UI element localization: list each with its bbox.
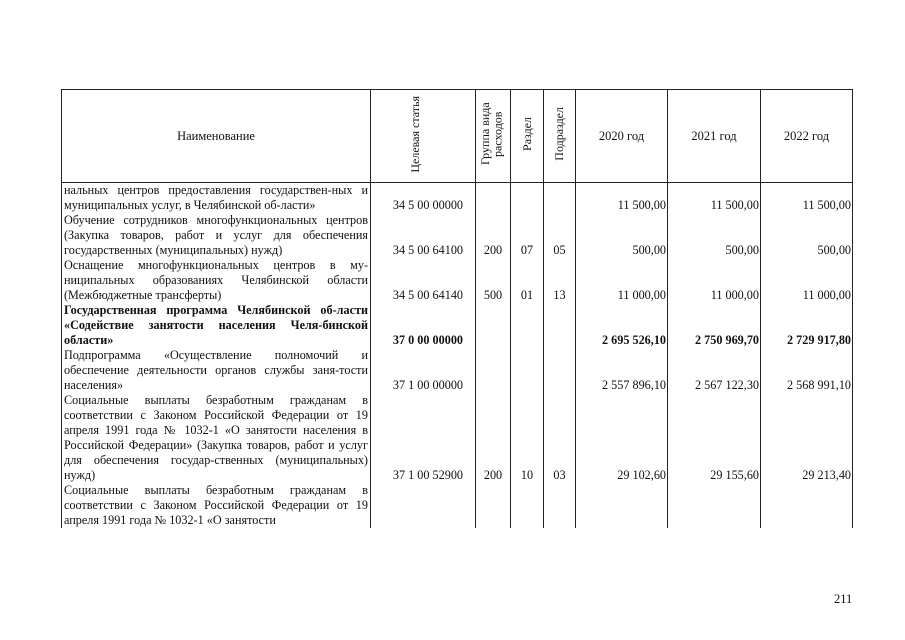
cell-y2022: 500,00 [761, 213, 853, 258]
header-group: Группа вида расходов [476, 90, 511, 183]
budget-table [61, 89, 853, 528]
cell-y2021: 500,00 [668, 213, 761, 258]
cell-name: Оснащение многофункциональных центров в му-ниципальных образованиях Челябинской области (Межбюджетные трансферты) [62, 258, 371, 303]
header-year-2022: 2022 год [761, 90, 853, 183]
header-code: Целевая статья [371, 90, 476, 183]
cell-group: 200 [476, 393, 511, 483]
cell-section [511, 183, 544, 214]
cell-name: Государственная программа Челябинской об-ласти «Содействие занятости населения Челя-бинской области» [62, 303, 371, 348]
cell-subsection: 13 [544, 258, 576, 303]
cell-name: Социальные выплаты безработным гражданам в соответствии с Законом Российской Федерации от 19 апреля 1991 года № 1032-1 «О занятости [62, 483, 371, 528]
cell-name: Подпрограмма «Осуществление полномочий и обеспечение деятельности органов службы заня-тости населения» [62, 348, 371, 393]
cell-group [476, 348, 511, 393]
cell-subsection [544, 303, 576, 348]
cell-y2021: 11 500,00 [668, 183, 761, 214]
header-section: Раздел [511, 90, 544, 183]
cell-subsection: 03 [544, 393, 576, 483]
cell-subsection [544, 483, 576, 528]
table-row [62, 183, 853, 214]
cell-y2020 [576, 483, 668, 528]
cell-group: 200 [476, 213, 511, 258]
table-row [62, 303, 853, 348]
cell-y2020: 11 000,00 [576, 258, 668, 303]
table-header-row [62, 90, 853, 183]
cell-name: Обучение сотрудников многофункциональных центров (Закупка товаров, работ и услуг для обеспечения государственных (муниципальных) нужд) [62, 213, 371, 258]
cell-group [476, 483, 511, 528]
table-body [62, 183, 853, 529]
cell-y2020: 2 557 896,10 [576, 348, 668, 393]
table-row [62, 348, 853, 393]
cell-name: нальных центров предоставления государствен-ных и муниципальных услуг, в Челябинской об-ласти» [62, 183, 371, 214]
cell-section [511, 483, 544, 528]
cell-section [511, 348, 544, 393]
cell-section: 01 [511, 258, 544, 303]
table-row [62, 483, 853, 528]
cell-code: 37 1 00 52900 [371, 393, 476, 483]
table-row [62, 393, 853, 483]
cell-y2022 [761, 483, 853, 528]
cell-y2022: 11 000,00 [761, 258, 853, 303]
cell-y2022: 2 729 917,80 [761, 303, 853, 348]
cell-y2021: 29 155,60 [668, 393, 761, 483]
header-year-2020: 2020 год [576, 90, 668, 183]
cell-code: 37 0 00 00000 [371, 303, 476, 348]
header-year-2021: 2021 год [668, 90, 761, 183]
cell-y2021 [668, 483, 761, 528]
cell-y2020: 29 102,60 [576, 393, 668, 483]
cell-y2022: 11 500,00 [761, 183, 853, 214]
page-number: 211 [834, 592, 853, 606]
cell-y2021: 11 000,00 [668, 258, 761, 303]
cell-y2020: 2 695 526,10 [576, 303, 668, 348]
header-name: Наименование [62, 90, 371, 183]
cell-subsection [544, 183, 576, 214]
header-subsection: Подраздел [544, 90, 576, 183]
cell-y2021: 2 750 969,70 [668, 303, 761, 348]
table-row [62, 258, 853, 303]
cell-code: 34 5 00 00000 [371, 183, 476, 214]
cell-code: 34 5 00 64140 [371, 258, 476, 303]
cell-section: 07 [511, 213, 544, 258]
cell-code [371, 483, 476, 528]
cell-subsection: 05 [544, 213, 576, 258]
cell-y2020: 500,00 [576, 213, 668, 258]
table-row [62, 213, 853, 258]
cell-y2022: 2 568 991,10 [761, 348, 853, 393]
cell-code: 34 5 00 64100 [371, 213, 476, 258]
cell-name: Социальные выплаты безработным гражданам в соответствии с Законом Российской Федерации от 19 апреля 1991 года № 1032-1 «О занятости населения в Российской Федерации» (Закупка товаров, работ и услуг для обеспечения государ-ственных (муниципальных) нужд) [62, 393, 371, 483]
cell-section [511, 303, 544, 348]
cell-group: 500 [476, 258, 511, 303]
cell-subsection [544, 348, 576, 393]
cell-group [476, 183, 511, 214]
cell-group [476, 303, 511, 348]
cell-y2022: 29 213,40 [761, 393, 853, 483]
cell-section: 10 [511, 393, 544, 483]
cell-code: 37 1 00 00000 [371, 348, 476, 393]
cell-y2020: 11 500,00 [576, 183, 668, 214]
cell-y2021: 2 567 122,30 [668, 348, 761, 393]
